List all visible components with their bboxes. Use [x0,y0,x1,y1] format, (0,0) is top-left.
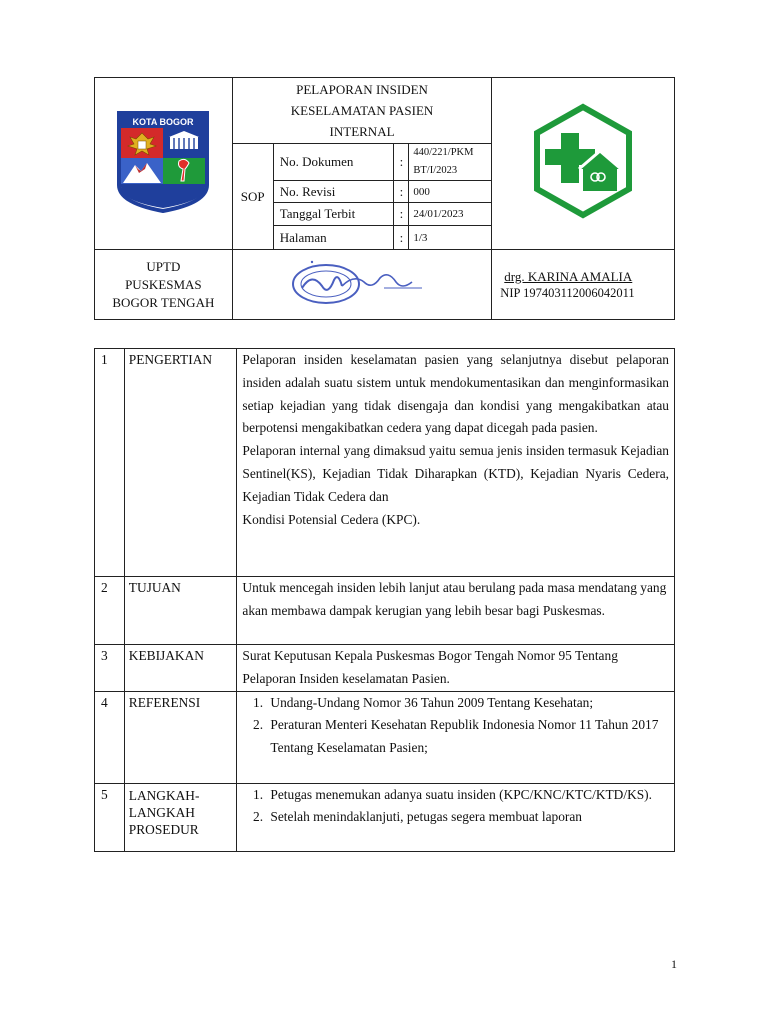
no-dokumen-value: 440/221/PKM BT/I/2023 [413,147,474,176]
paragraph: Kondisi Potensial Cedera (KPC). [242,511,421,527]
signer-cell [492,250,675,320]
section-number: 5 [95,783,125,851]
field-sep: : [394,203,409,226]
section-body [237,349,675,577]
kota-bogor-logo [115,107,211,215]
title-cell [232,78,492,144]
stamp-signature-cell [232,250,492,320]
title-line-1: PELAPORAN INSIDEN [296,82,428,97]
section-title: PENGERTIAN [124,349,237,577]
section-row-tujuan [95,577,675,645]
title-line-3: INTERNAL [329,124,395,139]
section-title-line: LANGKAH [128,804,195,820]
section-row-pengertian [95,349,675,577]
field-value-no-dokumen [409,144,492,181]
paragraph: Surat Keputusan Kepala Puskesmas Bogor Tengah Nomor 95 Tentang Pelaporan Insiden keselamatan Pasien. [242,648,618,686]
logo-text: KOTA BOGOR [132,117,194,127]
section-number: 4 [95,691,125,783]
section-number: 3 [95,645,125,692]
signer-nip: NIP 197403112006042011 [500,285,635,300]
list-item: 2. Setelah menindaklanjuti, petugas segera membuat laporan [266,806,669,829]
field-value-tanggal-terbit: 24/01/2023 [409,203,492,226]
org-line-2: PUSKESMAS [125,276,202,292]
official-stamp-signature [272,252,452,312]
section-body [237,645,675,692]
field-label-no-revisi: No. Revisi [273,181,394,203]
field-sep: : [394,181,409,203]
puskesmas-logo [528,103,638,219]
city-logo-cell [95,78,233,250]
section-title: TUJUAN [124,577,237,645]
procedure-list [242,784,669,830]
section-body [237,783,675,851]
org-name-cell [95,250,233,320]
section-title-line: PROSEDUR [128,821,199,837]
section-body [237,691,675,783]
section-title-line: LANGKAH- [128,787,200,803]
field-label-no-dokumen: No. Dokumen [273,144,394,181]
reference-list [242,692,669,760]
section-row-langkah [95,783,675,851]
org-line-1: UPTD [146,258,181,274]
paragraph: Pelaporan insiden keselamatan pasien yang selanjutnya disebut pelaporan insiden adalah suatu sistem untuk mendokumentasikan dan menginformasikan setiap kejadian yang tidak disengaja dan kondisi yang mengakibatkan atau berpotensi mengakibatkan cedera yang dapat dicegah pada pasien. [242,352,669,436]
field-value-halaman: 1/3 [409,226,492,250]
page-number: 1 [671,957,677,971]
section-row-referensi [95,691,675,783]
field-sep: : [394,226,409,250]
section-title: REFERENSI [124,691,237,783]
sop-label: SOP [232,144,273,250]
paragraph: Pelaporan internal yang dimaksud yaitu semua jenis insiden termasuk Kejadian Sentinel(KS), Kejadian Tidak Diharapkan (KTD), Kejadian Nyaris Cedera, Kejadian Tidak Cedera dan [242,443,669,504]
paragraph: Untuk mencegah insiden lebih lanjut atau berulang pada masa mendatang yang akan membawa dampak kerugian yang lebih besar bagi Puskesmas. [242,580,667,618]
section-number: 1 [95,349,125,577]
list-item: 2. Peraturan Menteri Kesehatan Republik Indonesia Nomor 11 Tahun 2017 Tentang Keselamatan Pasien; [266,714,669,760]
section-body [237,577,675,645]
section-row-kebijakan [95,645,675,692]
section-title [124,783,237,851]
field-label-tanggal-terbit: Tanggal Terbit [273,203,394,226]
puskesmas-logo-cell [492,78,675,250]
signer-name: drg. KARINA AMALIA [504,268,633,284]
title-line-2: KESELAMATAN PASIEN [290,103,434,118]
list-item: 1. Undang-Undang Nomor 36 Tahun 2009 Tentang Kesehatan; [266,692,669,715]
field-sep: : [394,144,409,181]
org-line-3: BOGOR TENGAH [112,294,215,310]
section-title: KEBIJAKAN [124,645,237,692]
sop-header-table [94,77,675,320]
section-number: 2 [95,577,125,645]
field-label-halaman: Halaman [273,226,394,250]
field-value-no-revisi: 000 [409,181,492,203]
sop-content-table [94,348,675,852]
list-item: 1. Petugas menemukan adanya suatu insiden (KPC/KNC/KTC/KTD/KS). [266,784,669,807]
